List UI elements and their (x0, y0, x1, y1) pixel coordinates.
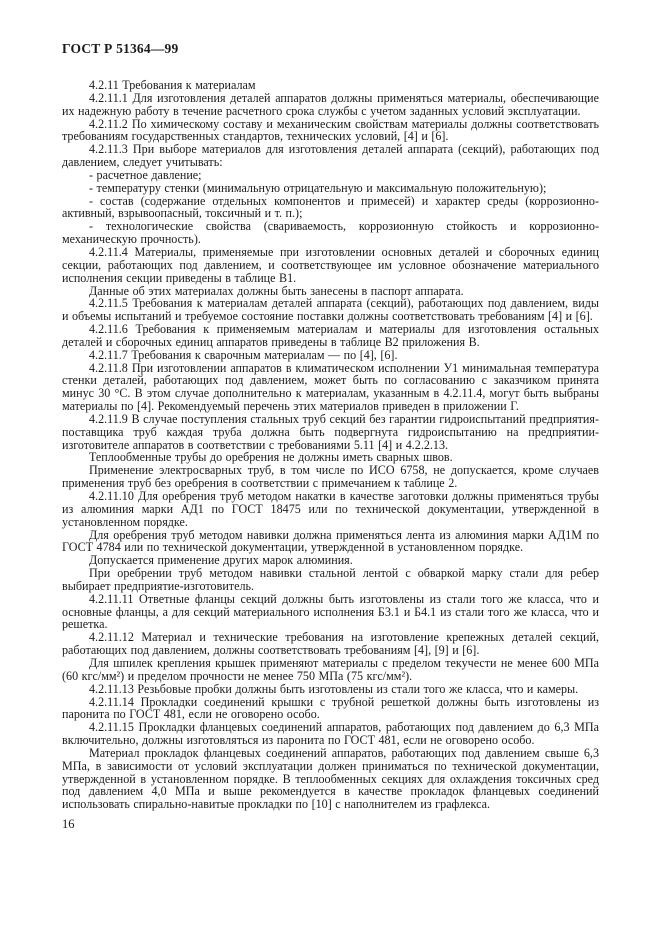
paragraph: Данные об этих материалах должны быть занесены в паспорт аппарата. (89, 283, 464, 298)
page-number: 16 (62, 817, 75, 832)
paragraph: 4.2.11.4 Материалы, применяемые при изготовлении основных деталей и сборочных единиц секции, работающих под давлением, и соответствующее им условное обозначение материального исполнения секции приведены в таблице В1. (62, 244, 599, 285)
paragraph: 4.2.11.12 Материал и технические требования на изготовление крепежных деталей секций, работающих под давлением, должны соответствовать требованиям [4], [9] и [6]. (62, 630, 599, 658)
paragraph: Применение электросварных труб, в том числе по ИСО 6758, не допускается, кроме случаев применения труб без оребрения в соответствии с примечанием к таблице 2. (62, 463, 599, 491)
paragraph: 4.2.11.3 При выборе материалов для изготовления деталей аппарата (секций), работающих под давлением, следует учитывать: (62, 142, 599, 170)
paragraph: 4.2.11.14 Прокладки соединений крышки с трубной решеткой должны быть изготовлены из паронита по ГОСТ 481, если не оговорено особо. (62, 694, 599, 722)
paragraph: 4.2.11.2 По химическому составу и механическим свойствам материалы должны соответствовать требованиям государственных стандартов, технических условий, [4] и [6]. (62, 116, 599, 144)
paragraph: 4.2.11.13 Резьбовые пробки должны быть изготовлены из стали того же класса, что и камеры. (89, 681, 579, 696)
document-body (62, 79, 599, 811)
paragraph: 4.2.11.9 В случае поступления стальных труб секций без гарантии гидроиспытаний предприятия-поставщика труб каждая труба должна быть подвергнута гидроиспытанию на предприятии-изготовителе аппаратов в соответствии с требованиями 5.11 [4] и 4.2.2.13. (62, 411, 599, 452)
paragraph: Для оребрения труб методом навивки должна применяться лента из алюминия марки АД1М по ГОСТ 4784 или по технической документации, утвержденной в установленном порядке. (62, 527, 599, 555)
paragraph: 4.2.11.7 Требования к сварочным материалам — по [4], [6]. (89, 347, 398, 362)
paragraph: 4.2.11.11 Ответные фланцы секций должны быть изготовлены из стали того же класса, что и основные фланцы, а для секций материального исполнения Б3.1 и Б4.1 из стали того же класса, что и решетка. (62, 591, 599, 632)
paragraph: - состав (содержание отдельных компонентов и примесей) и характер среды (коррозионно-активный, взрывоопасный, токсичный и т. п.); (62, 193, 599, 221)
paragraph: 4.2.11 Требования к материалам (89, 78, 256, 92)
paragraph: - технологические свойства (свариваемость, коррозионную стойкость и коррозионно-механическую прочность). (62, 219, 599, 247)
paragraph: 4.2.11.15 Прокладки фланцевых соединений аппаратов, работающих под давлением до 6,3 МПа включительно, должны изготовляться из паронита по ГОСТ 481, если не оговорено особо. (62, 720, 599, 748)
paragraph: 4.2.11.6 Требования к применяемым материалам и материалы для изготовления остальных деталей и сборочных единиц аппаратов приведены в таблице В2 приложения В. (62, 322, 599, 349)
paragraph: 4.2.11.8 При изготовлении аппаратов в климатическом исполнении У1 минимальная температура стенки деталей, работающих под давлением, может быть по согласованию с заказчиком принята минус 30 °С. В этом случае дополнительно к материалам, указанным в 4.2.11.4, могут быть выбраны материалы по [4]. Рекомендуемый перечень этих материалов приведен в приложении Г. (62, 360, 599, 414)
paragraph: Допускается применение других марок алюминия. (89, 553, 353, 568)
paragraph: Для шпилек крепления крышек применяют материалы с пределом текучести не менее 600 МПа (60 кгс/мм²) и пределом прочности не менее 750 МПа (75 кгс/мм²). (62, 655, 599, 683)
paragraph: 4.2.11.10 Для оребрения труб методом накатки в качестве заготовки должны применяться трубы из алюминия марки АД1 по ГОСТ 18475 или по технической документации, утвержденной в установленном порядке. (62, 489, 599, 529)
paragraph: - расчетное давление; (89, 167, 202, 182)
paragraph: 4.2.11.1 Для изготовления деталей аппаратов должны применяться материалы, обеспечивающие их надежную работу в течение расчетного срока службы с учетом заданных условий эксплуатации. (62, 90, 599, 118)
document-standard-number: ГОСТ Р 51364—99 (62, 41, 179, 56)
paragraph: При оребрении труб методом навивки стальной лентой с обваркой марку стали для ребер выбирает предприятие-изготовитель. (62, 566, 599, 593)
paragraph: Материал прокладок фланцевых соединений аппаратов, работающих под давлением свыше 6,3 МПа, в зависимости от условий эксплуатации должен приниматься по технической документации, утвержденной в установленном порядке. В теплообменных секциях для охлаждения токсичных сред под давлением 4,0 МПа и выше рекомендуется в качестве прокладок фланцевых соединений использовать спирально-навитые прокладки по [10] с наполнителем из графлекса. (62, 745, 599, 812)
paragraph: Теплообменные трубы до оребрения не должны иметь сварных швов. (89, 450, 453, 465)
paragraph: - температуру стенки (минимальную отрицательную и максимальную положительную); (89, 180, 547, 195)
paragraph: 4.2.11.5 Требования к материалам деталей аппарата (секций), работающих под давлением, виды и объемы испытаний и требуемое состояние поставки должны соответствовать требованиям [4] и [6]. (62, 296, 599, 324)
